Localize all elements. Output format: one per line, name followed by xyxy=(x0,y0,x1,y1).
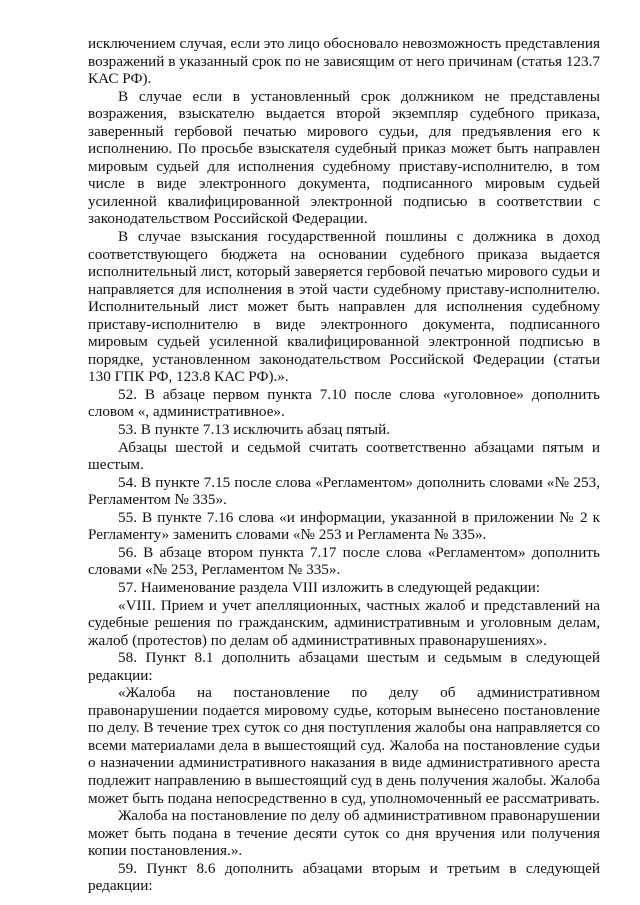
paragraph-appeal-deadline: Жалоба на постановление по делу об административном правонарушении может быть подана в течение десяти суток со дня вручения или получения копии постановления.». xyxy=(88,807,600,860)
paragraph-item-56: 56. В абзаце втором пункта 7.17 после слова «Регламентом» дополнить словами «№ 253, Регламентом № 335». xyxy=(88,543,600,579)
paragraph-item-54: 54. В пункте 7.15 после слова «Регламентом» дополнить словами «№ 253, Регламентом № 335». xyxy=(88,473,600,509)
paragraph-appeal-procedure: «Жалоба на постановление по делу об административном правонарушении подается мировому судье, которым вынесено постановление по делу. В течение трех суток со дня поступления жалобы она направляется со всеми материалами дела в вышестоящий суд. Жалоба на постановление судьи о назначении административного наказания в виде административного ареста подлежит направлению в вышестоящий суд в день получения жалобы. Жалоба может быть подана непосредственно в суд, уполномоченный ее рассматривать. xyxy=(88,684,600,807)
paragraph-item-52: 52. В абзаце первом пункта 7.10 после слова «уголовное» дополнить словом «, административное». xyxy=(88,385,600,421)
paragraph-item-53: 53. В пункте 7.13 исключить абзац пятый. xyxy=(118,421,391,439)
paragraph-item-57: 57. Наименование раздела VIII изложить в следующей редакции: xyxy=(118,578,541,596)
paragraph-section-viii-title: «VIII. Прием и учет апелляционных, частных жалоб и представлений на судебные решения по гражданским, административным и уголовным делам, жалоб (протестов) по делам об административных правонарушениях». xyxy=(88,596,600,649)
document-body xyxy=(88,35,600,895)
paragraph-court-order-copy: В случае если в установленный срок должником не представлены возражения, взыскателю выдается второй экземпляр судебного приказа, заверенный гербовой печатью мирового судьи, для предъявления его к исполнению. По просьбе взыскателя судебный приказ может быть направлен мировым судьей для исполнения судебному приставу-исполнителю, в том числе в виде электронного документа, подписанного мировым судьей усиленной квалифицированной электронной подписью в соответствии с законодательством Российской Федерации. xyxy=(88,87,600,228)
paragraph-state-fee: В случае взыскания государственной пошлины с должника в доход соответствующего бюджета на основании судебного приказа выдается исполнительный лист, который заверяется гербовой печатью мирового судьи и направляется для исполнения в этой части судебному приставу-исполнителю. Исполнительный лист может быть направлен для исполнения судебному приставу-исполнителю в виде электронного документа, подписанного мировым судьей усиленной квалифицированной электронной подписью в порядке, установленном законодательством Российской Федерации (статьи 130 ГПК РФ, 123.8 КАС РФ).». xyxy=(88,228,600,386)
paragraph-item-55: 55. В пункте 7.16 слова «и информации, указанной в приложении № 2 к Регламенту» заменить словами «№ 253 и Регламента № 335». xyxy=(88,508,600,544)
paragraph-item-53-note: Абзацы шестой и седьмой считать соответственно абзацами пятым и шестым. xyxy=(88,438,600,474)
paragraph-item-58: 58. Пункт 8.1 дополнить абзацами шестым и седьмым в следующей редакции: xyxy=(88,649,600,684)
paragraph-item-59: 59. Пункт 8.6 дополнить абзацами вторым и третьим в следующей редакции: xyxy=(88,859,600,895)
paragraph-continuation: исключением случая, если это лицо обосновало невозможность представления возражений в указанный срок по не зависящим от него причинам (статья 123.7 КАС РФ). xyxy=(88,35,600,88)
